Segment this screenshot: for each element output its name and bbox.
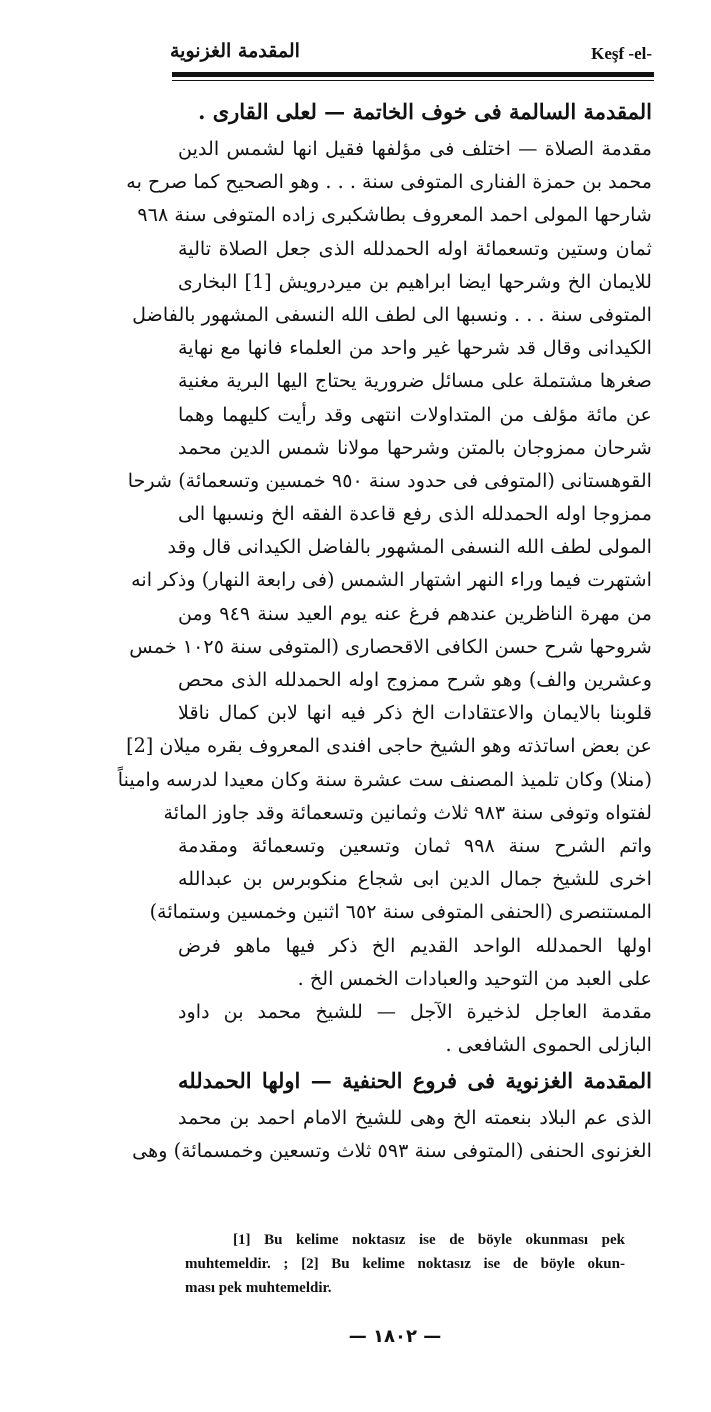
text-line: مقدمة الصلاة — اختلف فى مؤلفها فقيل انها لشمس الدين — [178, 137, 652, 160]
body-text — [117, 92, 652, 1168]
footnote-line: ması pek muhtemeldir. — [185, 1280, 332, 1296]
text-line: ممزوجا اوله الحمدلله الذى رفع قاعدة الفقه الخ ونسبها الى — [178, 502, 652, 526]
footnote-line: muhtemeldir. ; [2] Bu kelime noktasız ise de böyle okun- — [185, 1256, 625, 1272]
text-line: المتوفى سنة . . . ونسبها الى لطف الله النسفى المشهور بالفاضل — [132, 302, 652, 326]
header-section-title: المقدمة الغزنوية — [170, 40, 300, 62]
text-line: القوهستانى (المتوفى فى حدود سنة ٩٥٠ خمسين وتسعمائة) شرحا — [127, 468, 652, 492]
header-rule — [172, 72, 654, 77]
text-line: اشتهرت فيما وراء النهر اشتهار الشمس (فى رابعة النهار) وذكر انه — [131, 568, 652, 592]
text-line: عن مائة مؤلف من المتداولات انتهى وقد رأيت كليهما وهما — [178, 402, 652, 426]
page-number: — ١٨٠٢ — — [348, 1326, 442, 1347]
text-line: ثمان وستين وتسعمائة اوله الحمدلله الذى جعل الصلاة تالية — [178, 236, 652, 260]
text-line: البازلى الحموى الشافعى . — [445, 1033, 652, 1057]
text-line: الذى عم البلاد بنعمته الخ وهى للشيخ الامام احمد بن محمد — [178, 1106, 652, 1130]
text-line: المولى لطف الله النسفى المشهور بالفاضل الكيدانى قال وقد — [167, 535, 652, 559]
text-line: شارحها المولى احمد المعروف بطاشكبرى زاده المتوفى سنة ٩٦٨ — [137, 203, 652, 227]
text-line: قلوبنا بالايمان والاعتقادات الخ ذكر فيه انها لابن كمال ناقلا — [178, 701, 652, 725]
entry-heading: المقدمة السالمة فى خوف الخاتمة — لعلى القارى . — [198, 99, 652, 124]
text-line: اخرى للشيخ جمال الدين ابى شجاع منكوبرس بن عبدالله — [178, 867, 652, 891]
text-line: للايمان الخ وشرحها ايضا ابراهيم بن ميردرويش [1] البخارى — [178, 269, 652, 293]
text-line: عن بعض اساتذته وهو الشيخ حاجى افندى المعروف بقره ميلان [2] — [126, 734, 652, 758]
text-line: الكيدانى وقال قد شرحها غير واحد من العلماء فانها مع نهاية — [178, 336, 652, 360]
text-line: مقدمة العاجل لذخيرة الآجل — للشيخ محمد بن داود — [178, 999, 652, 1023]
text-line: المستنصرى (الحنفى المتوفى سنة ٦٥٢ اثنين وخمسين وستمائة) — [149, 900, 652, 924]
text-line: صغرها مشتملة على مسائل ضرورية يحتاج اليها البرية مغنية — [178, 369, 652, 393]
text-line: من مهرة الناظرين عندهم فرغ عنه يوم العيد سنة ٩٤٩ ومن — [178, 601, 652, 625]
text-line: لفتواه وتوفى سنة ٩٨٣ ثلاث وثمانين وتسعمائة وقد جاوز المائة — [163, 800, 652, 824]
text-line: اولها الحمدلله الواحد القديم الخ ذكر فيها ماهو فرض — [178, 933, 652, 957]
text-line: (منلا) وكان تلميذ المصنف ست عشرة سنة وكان معيدا لدرسه واميناً — [117, 767, 652, 791]
header-rule-thin — [172, 80, 654, 81]
running-header — [170, 40, 652, 70]
entry-heading: المقدمة الغزنوية فى فروع الحنفية — اولها الحمدلله — [178, 1068, 652, 1094]
footnotes — [185, 1228, 625, 1300]
footnote-line: [1] Bu kelime noktasız ise de böyle okunması pek — [233, 1232, 625, 1248]
text-line: الغزنوى الحنفى (المتوفى سنة ٥٩٣ ثلاث وتسعين وخمسمائة) وهى — [132, 1139, 652, 1163]
header-book-title: Keşf -el- — [591, 44, 652, 63]
text-line: شروحها شرح حسن الكافى الاقحصارى (المتوفى سنة ١٠٢٥ خمس — [129, 634, 652, 658]
text-line: محمد بن حمزة الفنارى المتوفى سنة . . . وهو الصحيح كما صرح به — [126, 170, 652, 194]
text-line: شرحان ممزوجان بالمتن وشرحها مولانا شمس الدين محمد — [178, 435, 652, 459]
text-line: واتم الشرح سنة ٩٩٨ ثمان وتسعين وتسعمائة ومقدمة — [178, 833, 652, 857]
text-line: وعشرين والف) وهو شرح ممزوج اوله الحمدلله الذى محص — [178, 668, 652, 691]
text-line: على العبد من التوحيد والعبادات الخمس الخ . — [297, 966, 652, 990]
